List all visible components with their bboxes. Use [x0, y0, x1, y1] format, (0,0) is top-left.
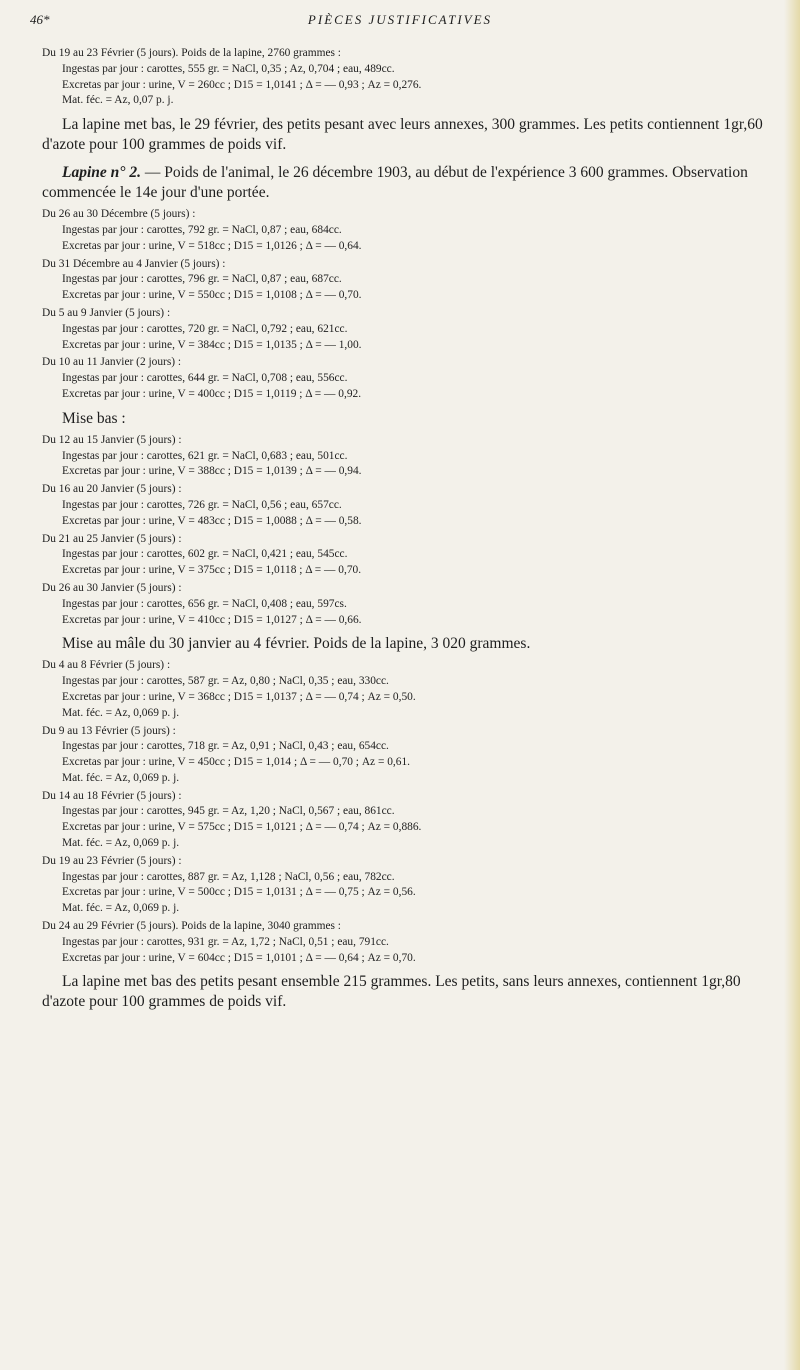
data-line: Ingestas par jour : carottes, 796 gr. = NaCl, 0,87 ; eau, 687cc. [62, 273, 342, 286]
data-line: Ingestas par jour : carottes, 945 gr. = Az, 1,20 ; NaCl, 0,567 ; eau, 861cc. [62, 805, 395, 818]
period-block [42, 919, 777, 966]
data-line: Mat. féc. = Az, 0,069 p. j. [62, 837, 180, 850]
mise-bas-heading: Mise bas : [62, 409, 126, 427]
data-line: Ingestas par jour : carottes, 644 gr. = NaCl, 0,708 ; eau, 556cc. [62, 372, 348, 385]
data-line: Mat. féc. = Az, 0,07 p. j. [62, 94, 174, 107]
period-title: Du 9 au 13 Février (5 jours) : [42, 724, 176, 737]
period-block [42, 724, 777, 787]
data-line: Ingestas par jour : carottes, 621 gr. = NaCl, 0,683 ; eau, 501cc. [62, 449, 348, 462]
period-block [42, 789, 777, 852]
period-block [42, 658, 777, 721]
data-line: Ingestas par jour : carottes, 792 gr. = NaCl, 0,87 ; eau, 684cc. [62, 223, 342, 236]
period-block [42, 355, 777, 402]
data-line: Excretas par jour : urine, V = 368cc ; D15 = 1,0137 ; Δ = — 0,74 ; Az = 0,50. [62, 690, 416, 703]
data-line: Ingestas par jour : carottes, 720 gr. = NaCl, 0,792 ; eau, 621cc. [62, 322, 348, 335]
data-line: Ingestas par jour : carottes, 602 gr. = NaCl, 0,421 ; eau, 545cc. [62, 548, 348, 561]
period-title: Du 24 au 29 Février (5 jours). Poids de la lapine, 3040 grammes : [42, 920, 341, 933]
period-block [42, 433, 777, 480]
periods-after-birth [42, 433, 777, 629]
data-line: Ingestas par jour : carottes, 726 gr. = NaCl, 0,56 ; eau, 657cc. [62, 498, 342, 511]
lapine-2-name: Lapine n° 2. [62, 164, 141, 182]
data-line: Excretas par jour : urine, V = 500cc ; D15 = 1,0131 ; Δ = — 0,75 ; Az = 0,56. [62, 886, 416, 899]
period-title: Du 31 Décembre au 4 Janvier (5 jours) : [42, 257, 226, 270]
data-line: Excretas par jour : urine, V = 518cc ; D15 = 1,0126 ; Δ = — 0,64. [62, 239, 362, 252]
period-title: Du 26 au 30 Décembre (5 jours) : [42, 208, 196, 221]
lapine-2-heading [42, 163, 777, 203]
data-line: Ingestas par jour : carottes, 656 gr. = NaCl, 0,408 ; eau, 597cs. [62, 597, 347, 610]
period-title: Du 19 au 23 Février (5 jours) : [42, 854, 182, 867]
period-block [42, 532, 777, 579]
mise-au-male-heading: Mise au mâle du 30 janvier au 4 février. Poids de la lapine, 3 020 grammes. [62, 635, 531, 653]
period-title: Du 26 au 30 Janvier (5 jours) : [42, 581, 182, 594]
period-title: Du 21 au 25 Janvier (5 jours) : [42, 532, 182, 545]
data-line: Excretas par jour : urine, V = 260cc ; D15 = 1,0141 ; Δ = — 0,93 ; Az = 0,276. [62, 78, 422, 91]
data-line: Excretas par jour : urine, V = 483cc ; D15 = 1,0088 ; Δ = — 0,58. [62, 514, 362, 527]
period-block [42, 581, 777, 628]
page-header [0, 12, 800, 34]
period-block [42, 306, 777, 353]
period-title: Du 10 au 11 Janvier (2 jours) : [42, 356, 182, 369]
period-title: Du 5 au 9 Janvier (5 jours) : [42, 306, 171, 319]
period-title: Du 19 au 23 Février (5 jours). Poids de la lapine, 2760 grammes : [42, 47, 341, 59]
data-line: Excretas par jour : urine, V = 375cc ; D15 = 1,0118 ; Δ = — 0,70. [62, 564, 362, 577]
page-number: 46* [30, 12, 50, 27]
periods-after-mating [42, 658, 777, 966]
period-block [42, 46, 777, 109]
page-edge [784, 0, 800, 1370]
page-content [42, 44, 777, 1018]
period-title: Du 12 au 15 Janvier (5 jours) : [42, 433, 182, 446]
data-line: Excretas par jour : urine, V = 388cc ; D15 = 1,0139 ; Δ = — 0,94. [62, 465, 362, 478]
data-line: Excretas par jour : urine, V = 604cc ; D15 = 1,0101 ; Δ = — 0,64 ; Az = 0,70. [62, 951, 416, 964]
data-line: Ingestas par jour : carottes, 587 gr. = Az, 0,80 ; NaCl, 0,35 ; eau, 330cc. [62, 675, 389, 688]
running-title: PIÈCES JUSTIFICATIVES [307, 12, 493, 27]
period-title: Du 14 au 18 Février (5 jours) : [42, 789, 182, 802]
period-block [42, 854, 777, 917]
data-line: Mat. féc. = Az, 0,069 p. j. [62, 771, 180, 784]
periods-before-birth [42, 207, 777, 403]
data-line: Excretas par jour : urine, V = 575cc ; D15 = 1,0121 ; Δ = — 0,74 ; Az = 0,886. [62, 821, 422, 834]
data-line: Ingestas par jour : carottes, 931 gr. = Az, 1,72 ; NaCl, 0,51 ; eau, 791cc. [62, 935, 389, 948]
paragraph-second-litter: La lapine met bas des petits pesant ensemble 215 grammes. Les petits, sans leurs annexes, contiennent 1gr,80 d'azote pour 100 grammes de poids vif. [42, 973, 741, 1011]
data-line: Mat. féc. = Az, 0,069 p. j. [62, 902, 180, 915]
data-line: Ingestas par jour : carottes, 555 gr. = NaCl, 0,35 ; Az, 0,704 ; eau, 489cc. [62, 62, 395, 75]
data-line: Excretas par jour : urine, V = 384cc ; D15 = 1,0135 ; Δ = — 1,00. [62, 338, 362, 351]
data-line: Ingestas par jour : carottes, 718 gr. = Az, 0,91 ; NaCl, 0,43 ; eau, 654cc. [62, 740, 389, 753]
lapine-2-text: — Poids de l'animal, le 26 décembre 1903, au début de l'expérience 3 600 grammes. Observation commencée le 14e jour d'une portée. [42, 164, 748, 202]
period-title: Du 16 au 20 Janvier (5 jours) : [42, 483, 182, 496]
data-line: Mat. féc. = Az, 0,069 p. j. [62, 706, 180, 719]
period-block [42, 257, 777, 304]
paragraph-first-litter: La lapine met bas, le 29 février, des petits pesant avec leurs annexes, 300 grammes. Les petits contiennent 1gr,60 d'azote pour 100 grammes de poids vif. [42, 116, 763, 154]
data-line: Excretas par jour : urine, V = 400cc ; D15 = 1,0119 ; Δ = — 0,92. [62, 387, 362, 400]
period-block [42, 207, 777, 254]
data-line: Excretas par jour : urine, V = 550cc ; D15 = 1,0108 ; Δ = — 0,70. [62, 289, 362, 302]
data-line: Excretas par jour : urine, V = 410cc ; D15 = 1,0127 ; Δ = — 0,66. [62, 613, 362, 626]
data-line: Ingestas par jour : carottes, 887 gr. = Az, 1,128 ; NaCl, 0,56 ; eau, 782cc. [62, 870, 395, 883]
period-title: Du 4 au 8 Février (5 jours) : [42, 659, 171, 672]
data-line: Excretas par jour : urine, V = 450cc ; D15 = 1,014 ; Δ = — 0,70 ; Az = 0,61. [62, 756, 411, 769]
period-block [42, 482, 777, 529]
